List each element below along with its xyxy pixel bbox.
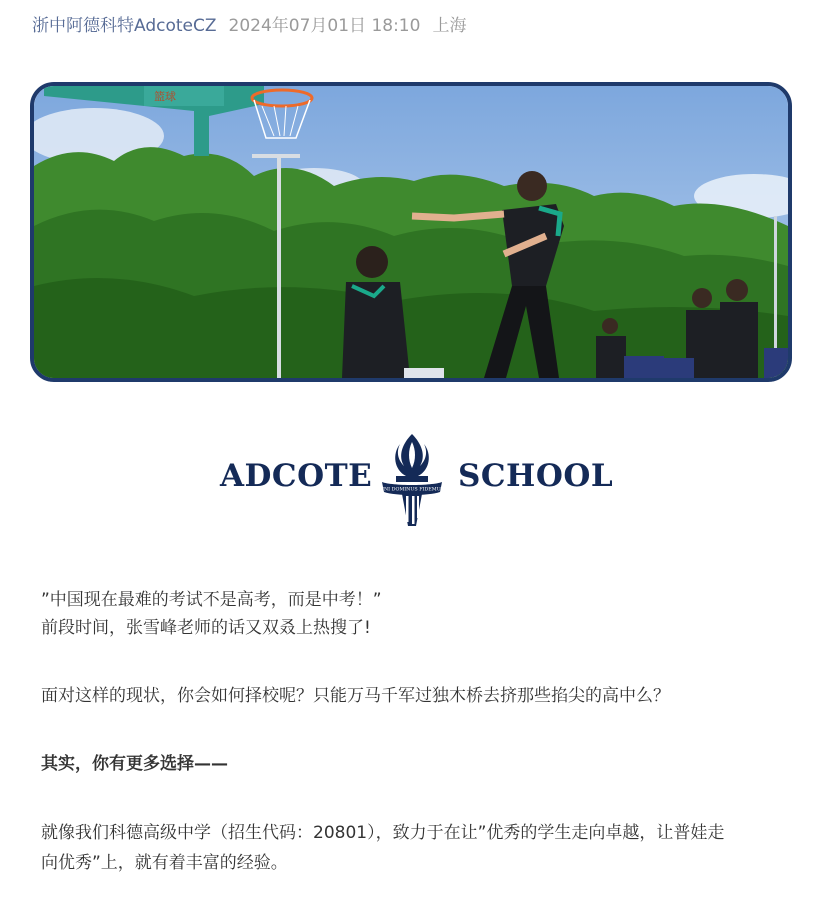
bold-heading: 其实，你有更多选择—— [41, 754, 228, 774]
paragraph-1: 前段时间，张雪峰老师的话又双叒上热搜了! [41, 618, 371, 638]
publish-location: 上海 [432, 15, 467, 36]
basketball-court-illustration [34, 86, 788, 378]
quote-line: ”中国现在最难的考试不是高考，而是中考！” [41, 590, 382, 610]
logo-motto: UNI DOMINUS FIDEMUS [379, 487, 445, 493]
article-meta [32, 10, 466, 36]
hero-photo [30, 82, 792, 382]
adcote-school-logo [220, 430, 614, 532]
publish-time: 2024年07月01日 18:10 [228, 15, 421, 36]
logo-word-left: ADCOTE [220, 458, 373, 494]
logo-word-right: SCHOOL [458, 458, 614, 494]
hoop-sign: 篮球 [154, 90, 176, 103]
account-name-link[interactable]: 浙中阿德科特AdcoteCZ [32, 15, 217, 36]
paragraph-3-line-1: 就像我们科德高级中学（招生代码：20801），致力于在让”优秀的学生走向卓越，让普娃走 [41, 823, 725, 843]
paragraph-3-line-2: 向优秀”上，就有着丰富的经验。 [41, 853, 288, 873]
paragraph-2: 面对这样的现状，你会如何择校呢？只能万马千军过独木桥去挤那些掐尖的高中么？ [41, 686, 670, 706]
torch-icon [372, 430, 452, 532]
article-body [41, 586, 791, 878]
